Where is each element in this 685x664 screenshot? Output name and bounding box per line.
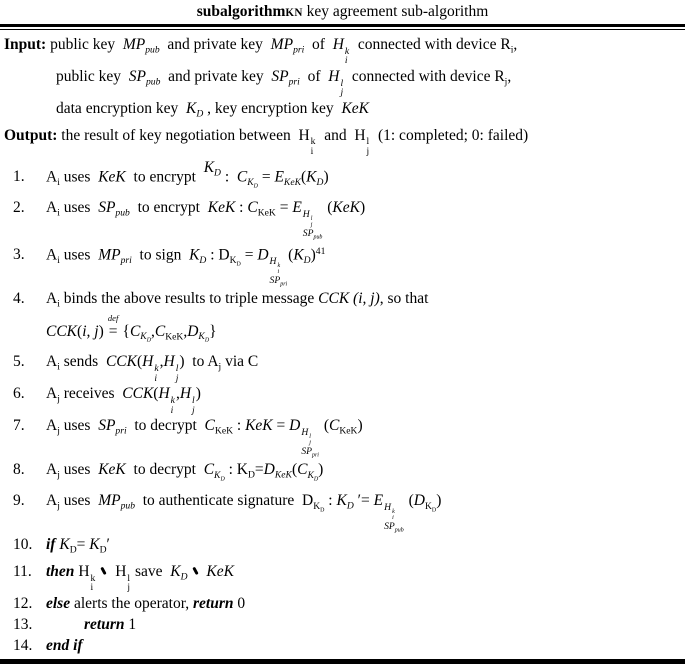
step-14-number: 14. xyxy=(13,636,33,654)
step-1-number: 1. xyxy=(13,167,25,185)
step-14-text: end if xyxy=(46,636,83,654)
input-line-2-text: public key $SP_{pub}$ and private key $SP_{pri}$ of H l j connected with device $R_j$, xyxy=(56,68,512,99)
input-line-1 xyxy=(0,34,681,66)
step-6-text: $A_j$ receives CCK(H k i ,H l j ) xyxy=(46,385,201,416)
ideographic-comma-icon xyxy=(99,565,108,576)
step-4 xyxy=(0,288,681,315)
step-9 xyxy=(0,490,681,534)
step-4-text: $A_i$ binds the above results to triple message CCK (i, j), so that xyxy=(46,289,429,310)
step-2 xyxy=(0,197,681,241)
step-4-continuation xyxy=(0,312,681,352)
step-8-number: 8. xyxy=(13,461,25,479)
step-6 xyxy=(0,383,681,415)
step-10-text: if $K_D= K_D'$ xyxy=(46,536,110,556)
step-3 xyxy=(0,241,681,288)
step-3-number: 3. xyxy=(13,246,25,264)
step-5-text: $A_i$ sends CCK(H k i ,H l j ) to $A_j$ via C xyxy=(46,353,259,384)
step-11-text: then H k i H l j save $K_D$ KeK xyxy=(46,562,234,594)
step-13 xyxy=(0,614,681,635)
input-line-3 xyxy=(0,98,681,125)
step-8-text: $A_j$ uses KeK to decrypt $C_{K_D}$ : $K_D=D_{KeK}(C_{K_D})$ xyxy=(46,461,324,483)
step-5-number: 5. xyxy=(13,353,25,371)
step-12-number: 12. xyxy=(13,594,33,612)
step-7-number: 7. xyxy=(13,417,25,435)
step-5 xyxy=(0,351,681,383)
algorithm-title: subalgorithmKN key agreement sub-algorithm xyxy=(196,3,489,20)
step-10 xyxy=(0,534,681,561)
step-14 xyxy=(0,635,681,656)
step-8 xyxy=(0,459,681,490)
step-9-number: 9. xyxy=(13,492,25,510)
step-12 xyxy=(0,593,681,614)
step-6-number: 6. xyxy=(13,385,25,403)
step-2-text: $A_i$ uses $SP_{pub}$ to encrypt KeK : $C_{KeK} = E$ H l j $SP_{pub}$ (KeK) xyxy=(46,198,366,240)
step-12-text: else alerts the operator, return 0 xyxy=(46,594,246,612)
step-7 xyxy=(0,415,681,459)
ideographic-comma-icon xyxy=(191,565,200,576)
step-9-text: $A_j$ uses $MP_{pub}$ to authenticate signature $D_{K_D}$ : $K_D$ ′= E H k i $SP_{pub}$ $(D_{K_D})$ xyxy=(46,492,442,534)
step-11 xyxy=(0,561,681,593)
output-line-text: Output: the result of key negotiation between H k i and H l j (1: completed; 0: failed) xyxy=(4,126,529,158)
step-13-number: 13. xyxy=(13,615,33,633)
output-line xyxy=(0,125,681,157)
step-13-text: return 1 xyxy=(84,615,137,633)
input-line-3-text: data encryption key $K_D$ , key encryption key KeK xyxy=(56,100,369,120)
step-4-formula: CCK(i, j) def = $\{C_{K_D},C_{KeK},D_{K_D}\}$ xyxy=(46,312,217,344)
bottom-rule xyxy=(0,659,685,664)
step-11-number: 11. xyxy=(13,562,32,580)
step-1 xyxy=(0,157,681,197)
step-10-number: 10. xyxy=(13,536,33,554)
step-1-text: $A_i$ uses KeK to encrypt $K_D$ : $C_{K_D} = E_{KeK}(K_D)$ xyxy=(46,158,329,189)
algorithm-body xyxy=(0,30,685,659)
step-4-number: 4. xyxy=(13,289,25,307)
input-line-2 xyxy=(0,66,681,98)
input-line-1-text: Input: public key $MP_{pub}$ and private key $MP_{pri}$ of H k i connected with device $R_i$, xyxy=(4,36,518,67)
step-7-text: $A_j$ uses $SP_{pri}$ to decrypt $C_{KeK}$ : KeK = D H l j $SP_{pri}$ $(C_{KeK})$ xyxy=(46,417,363,459)
step-2-number: 2. xyxy=(13,198,25,216)
step-3-text: $A_i$ uses $MP_{pri}$ to sign $K_D$ : $D_{K_D} = D$ H k i $SP_{pri}$ $(K_D)^{41}$ xyxy=(46,245,326,287)
